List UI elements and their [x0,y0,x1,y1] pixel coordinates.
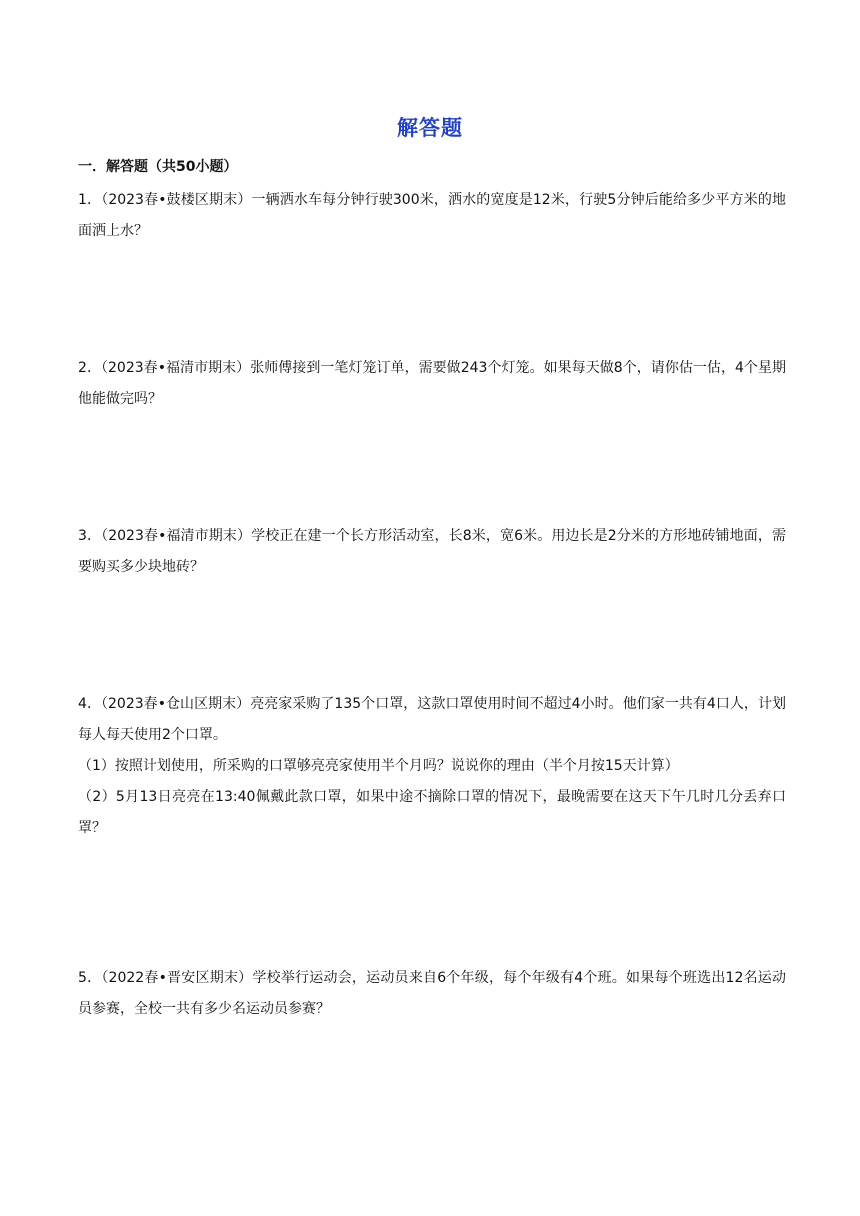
question-stem: 3．（2023春•福清市期末）学校正在建一个长方形活动室，长8米，宽6米。用边长是2分米的方形地砖铺地面，需要购买多少块地砖？ [78,528,786,575]
question-3 [78,521,786,583]
question-stem: 1．（2023春•鼓楼区期末）一辆洒水车每分钟行驶300米，洒水的宽度是12米，行驶5分钟后能给多少平方米的地面洒上水？ [78,192,786,239]
sub-question-2: （2）5月13日亮亮在13:40佩戴此款口罩，如果中途不摘除口罩的情况下，最晚需要在这天下午几时几分丢弃口罩？ [78,789,786,836]
question-4 [78,689,786,844]
section-heading: 一．解答题（共50小题） [78,159,238,175]
question-1 [78,185,786,247]
page-title: 解答题 [397,116,463,140]
question-stem: 5．（2022春•晋安区期末）学校举行运动会，运动员来自6个年级，每个年级有4个班。如果每个班选出12名运动员参赛，全校一共有多少名运动员参赛？ [78,970,786,1017]
sub-question-1: （1）按照计划使用，所采购的口罩够亮亮家使用半个月吗？说说你的理由（半个月按15天计算） [78,758,679,774]
question-stem: 2．（2023春•福清市期末）张师傅接到一笔灯笼订单，需要做243个灯笼。如果每天做8个，请你估一估，4个星期他能做完吗？ [78,360,786,407]
question-stem: 4．（2023春•仓山区期末）亮亮家采购了135个口罩，这款口罩使用时间不超过4小时。他们家一共有4口人，计划每人每天使用2个口罩。 [78,696,786,743]
question-2 [78,353,786,415]
question-5 [78,963,786,1025]
